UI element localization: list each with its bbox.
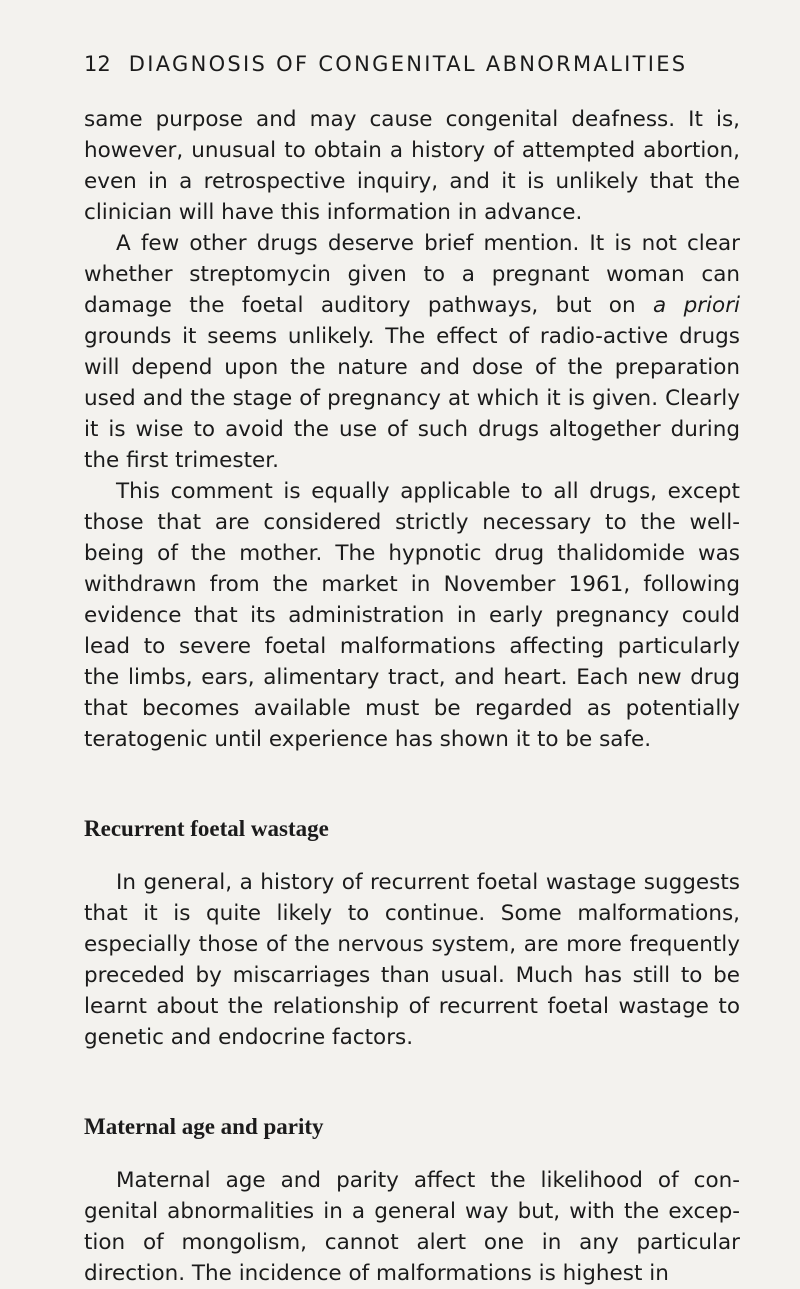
paragraph-other-drugs <box>84 228 740 476</box>
body-text <box>84 104 740 755</box>
paragraph-deafness: same purpose and may cause congenital deafness. It is, however, unusual to obtain a history of attempted abortion, even in a retrospective inquiry, and it is unlikely that the clinician will have this information in advance. <box>84 107 740 225</box>
paragraph-other-drugs-part-1: A few other drugs deserve brief mention. It is not clear whether streptomycin given to a pregnant woman can damage the foetal auditory pathways, but on <box>84 231 740 318</box>
section-heading-recurrent: Recurrent foetal wastage <box>84 816 329 841</box>
page-number: 12 <box>84 52 111 76</box>
section-recurrent-foetal-wastage <box>84 813 740 1053</box>
running-header <box>84 48 740 80</box>
section-maternal-age <box>84 1111 740 1289</box>
paragraph-thalidomide: This comment is equally applicable to all drugs, except those that are considered strictly necessary to the well-being of the mother. The hypnotic drug thalidomide was withdrawn from the market in November 1961, following evidence that its administration in early pregnancy could lead to severe foetal malformations affecting particularly the limbs, ears, alimentary tract, and heart. Each new drug that becomes available must be regarded as potentially teratogenic until experience has shown it to be safe. <box>84 479 740 752</box>
paragraph-recurrent: In general, a history of recurrent foetal wastage suggests that it is quite likely to continue. Some malformations, especially those of the nervous system, are more frequently preceded by miscarriages than usual. Much has still to be learnt about the relationship of recurrent foetal wastage to genetic and endocrine factors. <box>84 870 740 1050</box>
running-title: DIAGNOSIS OF CONGENITAL ABNORMALITIES <box>128 52 688 76</box>
paragraph-other-drugs-part-2: grounds it seems unlikely. The effect of radio-active drugs will depend upon the nature and dose of the preparation used and the stage of pregnancy at which it is given. Clearly it is wise to avoid the use of such drugs altogether during the first trimester. <box>84 324 740 473</box>
paragraph-maternal: Maternal age and parity affect the likelihood of con- genital abnormalities in a general way but, with the excep- tion of mongolism, cannot alert one in any particular direction. The incidence of malformations is highest in <box>84 1168 740 1286</box>
section-heading-maternal: Maternal age and parity <box>84 1114 324 1139</box>
italic-a-priori: a priori <box>652 293 741 318</box>
